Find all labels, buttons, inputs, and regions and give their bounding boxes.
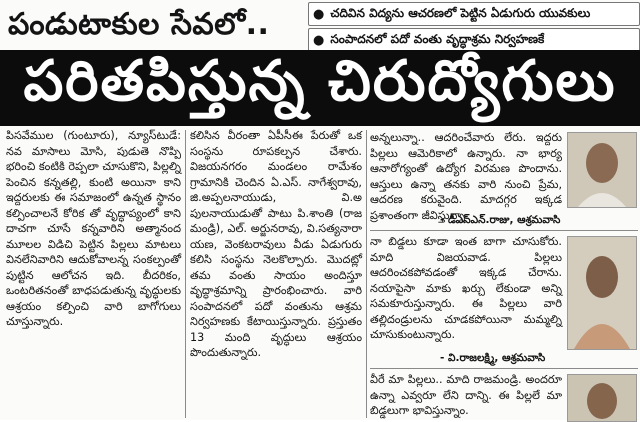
profile-3-text: వీరే మా పిల్లలు.. మాది రాజమండ్రి. అందరూ ఉన్నా ఎవ్వరూ లేని దాన్ని. ఈ పిల్లలే మా బిడ్డలుగా భావిస్తున్నాం. xyxy=(370,373,562,417)
profile-2-text: నా బిడ్డలు కూడా ఇంత బాగా చూసుకోరు. మాది విజయవాడ. పిల్లలు ఆదరించకపోవడంతో ఇక్కడ చేరాను. నయాపైసా మాకు ఖర్చు లేకుండా అన్ని సమకూరుస్తున్నారు. ఈ పిల్లలు వారి తల్లిదండ్రులను చూడకపోయినా మమ్మల్ని చూసుకుంటున్నారు. xyxy=(370,235,562,341)
profile-2-signature: - వి.రాజలక్ష్మి, ఆశ్రమవాసి xyxy=(440,352,546,364)
column-divider xyxy=(366,130,367,418)
bullet-dot-icon: ● xyxy=(313,6,325,22)
profile-photo-3 xyxy=(567,374,637,422)
highlight-bullet-text: సంపాదనలో పదో వంతు వృద్ధాశ్రమ నిర్వహణకే xyxy=(330,31,545,46)
profile-1-text: అన్నలున్నా.. ఆదరించేవారు లేరు. ఇద్దరు పిల్లలు ఆమెరికాలో ఉన్నారు. నా భార్య ఆనారోగ్యంతో ఉద్యోగ విరమణ పొందాను. ఆస్తులు ఉన్నా తనకు వారి నుంచి ప్రేమ, ఆదరణ కరువైంది. మాదగ్గర ఇక్కడ ప్రశాంతంగా జీవిస్తున్నా. xyxy=(370,131,562,222)
profiles-section xyxy=(370,130,638,420)
article-column-1: పిసవేముల (గుంటూరు), న్యూస్‌టుడే: నవ మాసాలు మోసి, పుడుతె నొప్పి భరించి కంటికి రెప్పలా చూసుకొని, పిల్లల్ని పెంచిన కన్నతల్లి, కుంటి అయినా కాని ఇద్దరులకు ఈ సమాజంలో ఉన్నత స్థానం కల్పించాలనే కోరిక తో వృద్ధాప్యంలో కాని దాచగా చూసే కన్నవారిని అత్మానంద మూలల విడిచి పెట్టిన పిల్లలు మాటలు వినలేనివారిని ఆదుకోవాలన్న సంకల్పంతో పుట్టిన ఆలోచన ఇది. బీదరికం, ఒంటరితనంతో బాధపడుతున్న వృద్ధులకు ఆశ్రయం కల్పించి వారి బాగోగులు చూస్తున్నారు. xyxy=(6,129,181,328)
profile-1-signature: - డీఎస్‌ఎన్.రాజు, ఆశ్రమవాసి xyxy=(440,214,561,226)
profile-divider xyxy=(370,368,638,369)
headline-banner xyxy=(0,50,640,126)
article-column-2: కలిసిన వీరంతా ఏపీసీఈ పేరుతో ఒక సంస్థను రూపకల్పన చేశారు. విజయనగరం మండలం రామేశం గ్రామానికి చెందిన ఏ.ఎస్. నాగేశ్వరావు, జి.అప్పలనాయుడు, వి.అ పులనాయుడుతో పాటు పి.శాంతి (రాజ మండ్రి), ఎల్. అర్జునరావు, వి.సత్యనారా యణ, వెంకటరావులు వీడు ఏడుగురు కలిసి సంస్థను నెలకొల్పారు. మొదట్లో తమ వంతు సాయం అందిస్తూ వృద్ధాశ్రమాన్ని ప్రారంభించారు. వారి సంపాదనలో పదో వంతును ఆశ్రమ నిర్వహణకు కేటాయిస్తున్నారు. ప్రస్తుతం 13 మంది వృద్ధులు ఆశ్రయం పొందుతున్నారు. xyxy=(190,129,362,359)
profile-divider xyxy=(370,230,638,231)
profile-photo-2 xyxy=(567,236,637,350)
headline-kicker: పండుటాకుల సేవలో.. xyxy=(8,7,270,42)
highlight-bullets xyxy=(308,0,640,48)
headline-main: పరితపిస్తున్న చిరుద్యోగులు xyxy=(23,48,617,114)
highlight-bullet-text: చదివిన విద్యను ఆచరణలో పెట్టిన ఏడుగురు యువకులు xyxy=(330,5,591,20)
bullet-dot-icon: ● xyxy=(313,32,325,48)
highlight-bullet-1 xyxy=(308,2,640,26)
column-divider xyxy=(185,130,186,418)
profile-photo-1 xyxy=(567,132,637,208)
